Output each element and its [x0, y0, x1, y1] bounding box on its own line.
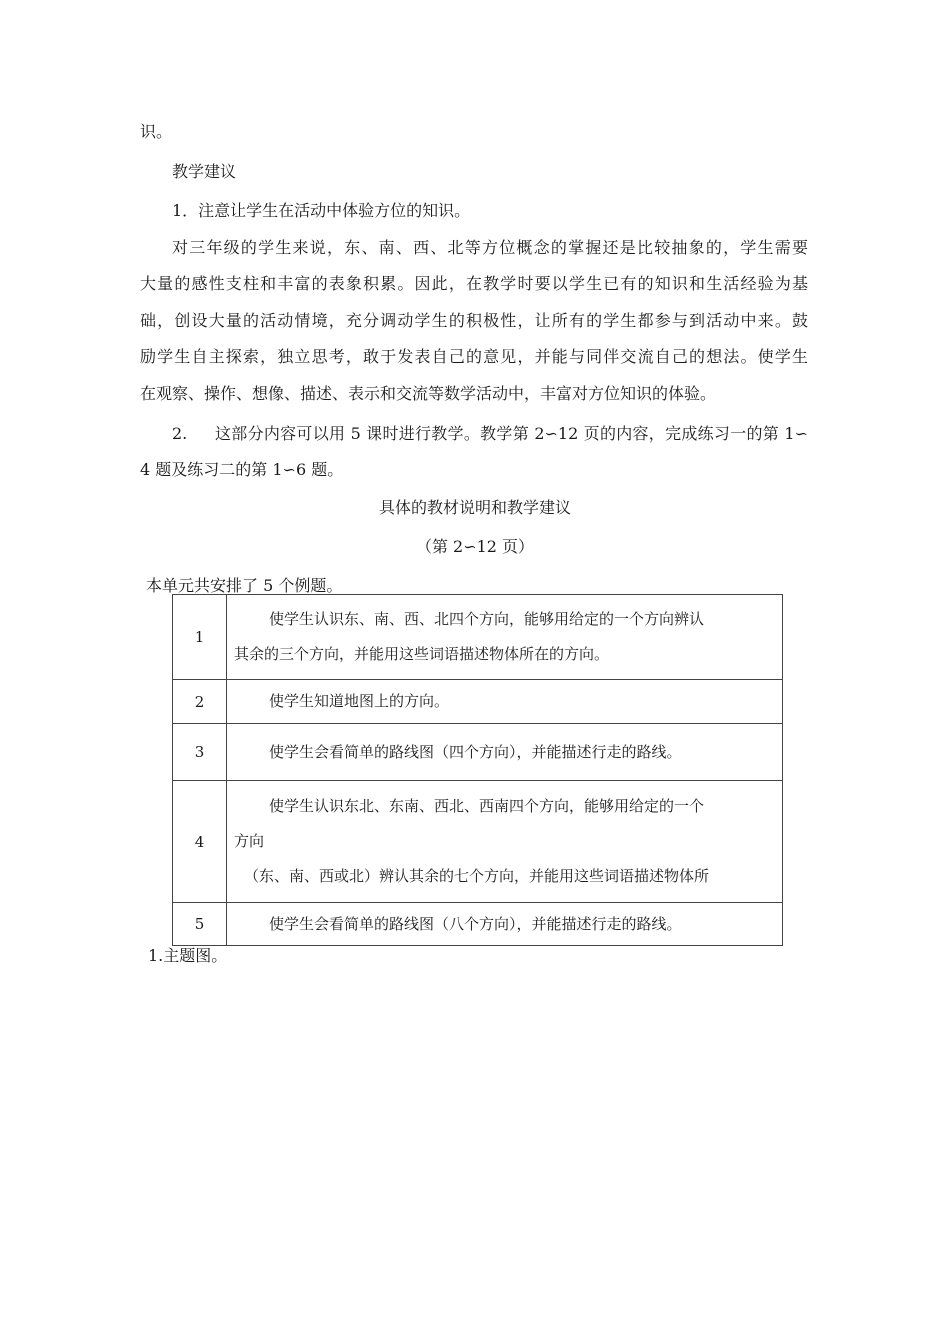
text-line: 识。: [140, 122, 173, 141]
intro-text: 本单元共安排了 5 个例题。: [146, 576, 343, 595]
example-goal: 使学生认识东、南、西、北四个方向，能够用给定的一个方向辨认 其余的三个方向，并能用这些词语描述物体所在的方向。: [227, 595, 783, 680]
example-number: 3: [173, 724, 227, 781]
subsection-heading: 1.主题图。: [148, 946, 228, 965]
example-goal: 使学生会看简单的路线图（四个方向），并能描述行走的路线。: [227, 724, 783, 781]
text-line: 4 题及练习二的第 1∽6 题。: [140, 460, 344, 479]
table-row: [173, 595, 783, 680]
table-row: [173, 680, 783, 724]
text-line: 对三年级的学生来说，东、南、西、北等方位概念的掌握还是比较抽象的，学生需要: [172, 238, 808, 257]
text-line: 励学生自主探索，独立思考，敢于发表自己的意见，并能与同伴交流自己的想法。使学生: [140, 347, 808, 366]
example-number: 1: [173, 595, 227, 680]
text-line: 在观察、操作、想像、描述、表示和交流等数学活动中，丰富对方位知识的体验。: [140, 384, 717, 403]
table-row: [173, 781, 783, 903]
example-number: 2: [173, 680, 227, 724]
item-number: 2.: [172, 424, 188, 443]
text-line: 础，创设大量的活动情境，充分调动学生的积极性，让所有的学生都参与到活动中来。鼓: [140, 311, 808, 330]
example-goal: 使学生知道地图上的方向。: [227, 680, 783, 724]
example-goals-table: [172, 594, 783, 946]
table-row: [173, 724, 783, 781]
example-number: 5: [173, 903, 227, 946]
example-number: 4: [173, 781, 227, 903]
text-line: 大量的感性支柱和丰富的表象积累。因此，在教学时要以学生已有的知识和生活经验为基: [140, 274, 808, 293]
text-line: 1．注意让学生在活动中体验方位的知识。: [172, 201, 471, 220]
table-row: [173, 903, 783, 946]
example-goal: 使学生会看简单的路线图（八个方向），并能描述行走的路线。: [227, 903, 783, 946]
section-heading: 教学建议: [172, 162, 237, 181]
section-title: 具体的教材说明和教学建议: [378, 498, 571, 517]
section-subtitle: （第 2∽12 页）: [415, 537, 535, 556]
example-goal: 使学生认识东北、东南、西北、西南四个方向，能够用给定的一个 方向 （东、南、西或北）辨认其余的七个方向，并能用这些词语描述物体所: [227, 781, 783, 903]
text-line: 这部分内容可以用 5 课时进行教学。教学第 2∽12 页的内容，完成练习一的第 1∽: [215, 424, 808, 443]
